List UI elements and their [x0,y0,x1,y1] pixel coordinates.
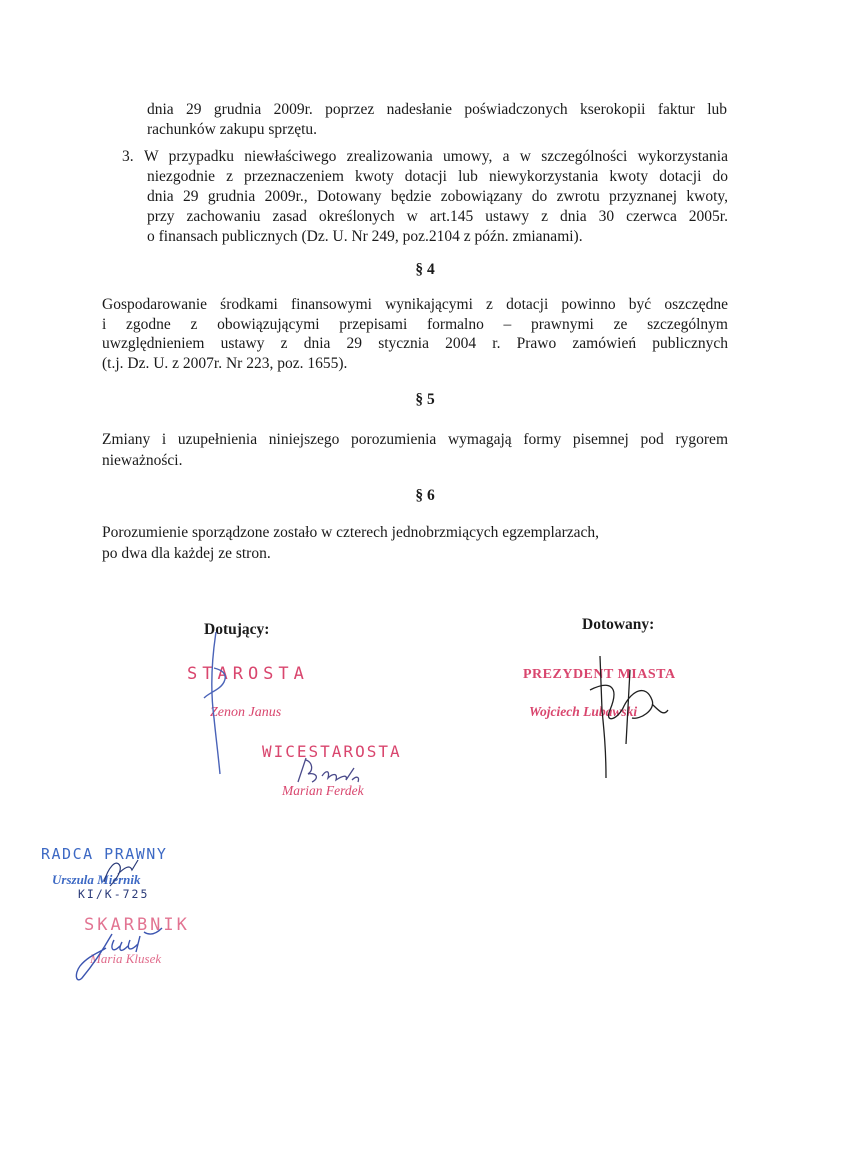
radca-signature [98,852,148,892]
radca-stamp-name: Urszula Miernik [52,872,141,887]
wicestarosta-stamp-name: Marian Ferdek [282,783,364,798]
item-3-line-2: niezgodnie z przeznaczeniem kwoty dotacji lub niewykorzystania kwoty dotacji do [147,168,728,185]
prezydent-stamp-name: Wojciech Lubawski [529,704,638,719]
section-6-line-1: Porozumienie sporządzone zostało w czterech jednobrzmiących egzemplarzach, [102,524,600,541]
item-3-line-1: W przypadku niewłaściwego zrealizowania umowy, a w szczególności wykorzystania [144,148,728,165]
radca-stamp-number: KI/K-725 [78,887,150,901]
section-4-line-1: Gospodarowanie środkami finansowymi wynikającymi z dotacji powinno być oszczędne [102,296,728,313]
section-6-line-2: po dwa dla każdej ze stron. [102,545,271,562]
section-5-heading: § 5 [415,391,435,408]
wicestarosta-stamp-title: WICESTAROSTA [262,742,402,761]
radca-stamp-title: RADCA PRAWNY [41,845,168,863]
skarbnik-stamp-name: Maria Klusek [90,951,162,966]
prezydent-stamp-title: PREZYDENT MIASTA [523,667,676,682]
section-4-line-3: uwzględnieniem ustawy z dnia 29 stycznia 2004 r. Prawo zamówień publicznych [102,335,728,352]
clause-tail-line-2: rachunków zakupu sprzętu. [147,121,318,138]
skarbnik-signature [70,918,190,988]
grantee-label: Dotowany: [582,616,655,633]
item-3-line-5: o finansach publicznych (Dz. U. Nr 249, poz.2104 z późn. zmianami). [147,228,583,245]
starosta-signature [198,628,238,778]
item-3-line-3: dnia 29 grudnia 2009r., Dotowany będzie zobowiązany do zwrotu przyznanej kwoty, [147,188,728,205]
item-3-number: 3. [122,148,134,165]
section-4-heading: § 4 [415,261,435,278]
grantor-label: Dotujący: [204,621,270,638]
item-3-line-4: przy zachowaniu zasad określonych w art.145 ustawy z dnia 30 czerwca 2005r. [147,208,728,225]
section-5-line-2: nieważności. [102,452,183,469]
prezydent-signature [580,650,670,780]
starosta-stamp-name: Zenon Janus [210,705,282,720]
clause-tail-line-1: dnia 29 grudnia 2009r. poprzez nadesłanie poświadczonych kserokopii faktur lub [147,101,727,118]
section-4-line-2: i zgodne z obowiązującymi przepisami formalno – prawnymi ze szczególnym [102,316,728,333]
starosta-stamp-title: STAROSTA [187,664,309,684]
wicestarosta-signature [294,752,374,792]
section-4-line-4: (t.j. Dz. U. z 2007r. Nr 223, poz. 1655). [102,355,348,372]
section-5-line-1: Zmiany i uzupełnienia niniejszego porozumienia wymagają formy pisemnej pod rygorem [102,431,728,448]
section-6-heading: § 6 [415,487,435,504]
skarbnik-stamp-title: SKARBNIK [84,915,190,935]
